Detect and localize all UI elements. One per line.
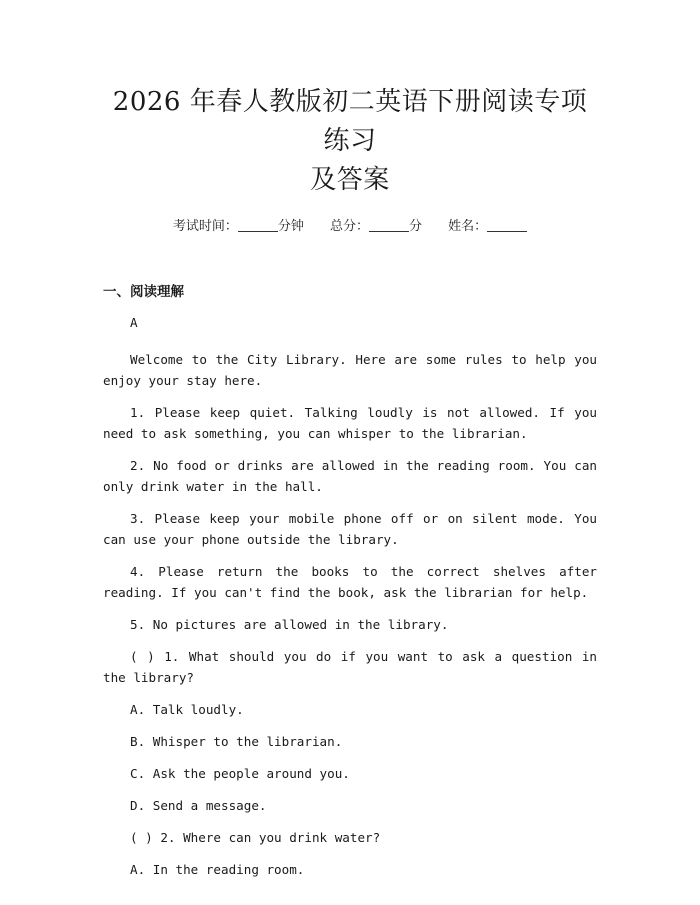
time-unit: 分钟: [277, 219, 304, 234]
q1-option-b: B. Whisper to the librarian.: [130, 734, 343, 749]
question-1: ( ) 1. What should you do if you want to ask a question in the library?: [103, 649, 597, 685]
name-blank: [487, 219, 527, 232]
exam-score: [330, 218, 422, 236]
title-line-2: 及答案: [310, 165, 390, 195]
reading-section: [103, 312, 597, 880]
time-label: 考试时间：: [172, 219, 238, 234]
rule-4: 4. Please return the books to the correct shelves after reading. If you can't find the book, ask the librarian for help.: [103, 564, 597, 600]
rule-5: 5. No pictures are allowed in the library.: [130, 617, 449, 632]
name-label: 姓名：: [448, 219, 488, 234]
q1-option-a: A. Talk loudly.: [130, 702, 244, 717]
rule-3: 3. Please keep your mobile phone off or on silent mode. You can use your phone outside the library.: [103, 511, 597, 547]
title-line-1: 2026 年春人教版初二英语下册阅读专项练习: [112, 87, 588, 156]
time-blank: [238, 219, 278, 232]
document-title: [103, 0, 597, 200]
q1-option-d: D. Send a message.: [130, 798, 267, 813]
q2-option-a: A. In the reading room.: [130, 862, 305, 877]
score-label: 总分：: [329, 219, 369, 234]
rule-1: 1. Please keep quiet. Talking loudly is not allowed. If you need to ask something, you can whisper to the librarian.: [103, 405, 597, 441]
rule-2: 2. No food or drinks are allowed in the reading room. You can only drink water in the hall.: [103, 458, 597, 494]
passage-label: A: [130, 315, 138, 330]
question-2: ( ) 2. Where can you drink water?: [130, 830, 381, 845]
score-unit: 分: [409, 219, 423, 234]
section-heading: 一、阅读理解: [103, 284, 184, 300]
passage-intro: Welcome to the City Library. Here are some rules to help you enjoy your stay here.: [103, 352, 597, 388]
exam-time: [173, 218, 304, 236]
score-blank: [369, 219, 409, 232]
q1-option-c: C. Ask the people around you.: [130, 766, 350, 781]
exam-meta: [103, 218, 597, 236]
exam-name: [448, 218, 527, 236]
